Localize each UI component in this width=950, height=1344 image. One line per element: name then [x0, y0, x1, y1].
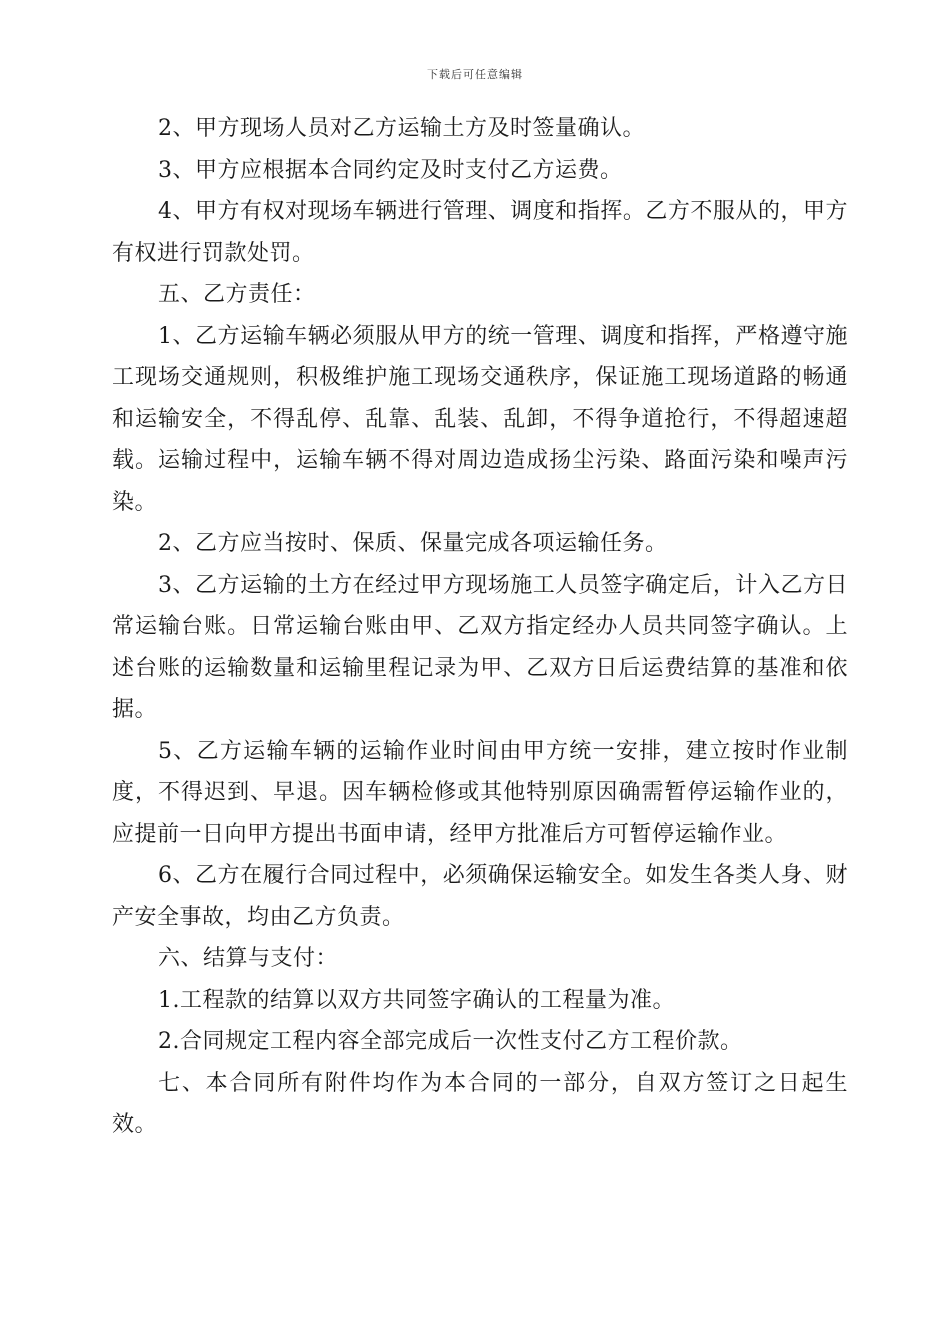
paragraph-section-seven: 七、本合同所有附件均作为本合同的一部分，自双方签订之日起生效。	[112, 1070, 848, 1137]
paragraph-party-b-duty-3: 3、乙方运输的土方在经过甲方现场施工人员签字确定后，计入乙方日常运输台账。日常运输台账由甲、乙双方指定经办人员共同签字确认。上述台账的运输数量和运输里程记录为甲、乙双方日后运费结算的基准和依据。	[112, 572, 848, 722]
paragraph-party-a-duty-3: 3、甲方应根据本合同约定及时支付乙方运费。	[158, 157, 623, 183]
paragraph-settlement-2: 2.合同规定工程内容全部完成后一次性支付乙方工程价款。	[158, 1029, 743, 1054]
paragraph-party-b-duty-2: 2、乙方应当按时、保质、保量完成各项运输任务。	[158, 531, 668, 556]
paragraph-party-a-duty-2: 2、甲方现场人员对乙方运输土方及时签量确认。	[158, 116, 645, 141]
document-body	[112, 108, 848, 1146]
paragraph-party-b-duty-6: 6、乙方在履行合同过程中，必须确保运输安全。如发生各类人身、财产安全事故，均由乙方负责。	[112, 863, 848, 930]
paragraph-party-b-duty-1: 1、乙方运输车辆必须服从甲方的统一管理、调度和指挥，严格遵守施工现场交通规则，积极维护施工现场交通秩序，保证施工现场道路的畅通和运输安全，不得乱停、乱靠、乱装、乱卸，不得争道抢行，不得超速超载。运输过程中，运输车辆不得对周边造成扬尘污染、路面污染和噪声污染。	[112, 323, 848, 515]
page-header-note: 下载后可任意编辑	[427, 68, 523, 81]
paragraph-party-b-duty-5: 5、乙方运输车辆的运输作业时间由甲方统一安排，建立按时作业制度，不得迟到、早退。因车辆检修或其他特别原因确需暂停运输作业的，应提前一日向甲方提出书面申请，经甲方批准后方可暂停运输作业。	[112, 738, 848, 847]
paragraph-party-a-duty-4: 4、甲方有权对现场车辆进行管理、调度和指挥。乙方不服从的，甲方有权进行罚款处罚。	[112, 199, 848, 266]
section-heading-settlement: 六、结算与支付：	[158, 946, 339, 971]
paragraph-settlement-1: 1.工程款的结算以双方共同签字确认的工程量为准。	[158, 987, 675, 1013]
section-heading-party-b-duties: 五、乙方责任：	[158, 282, 316, 307]
